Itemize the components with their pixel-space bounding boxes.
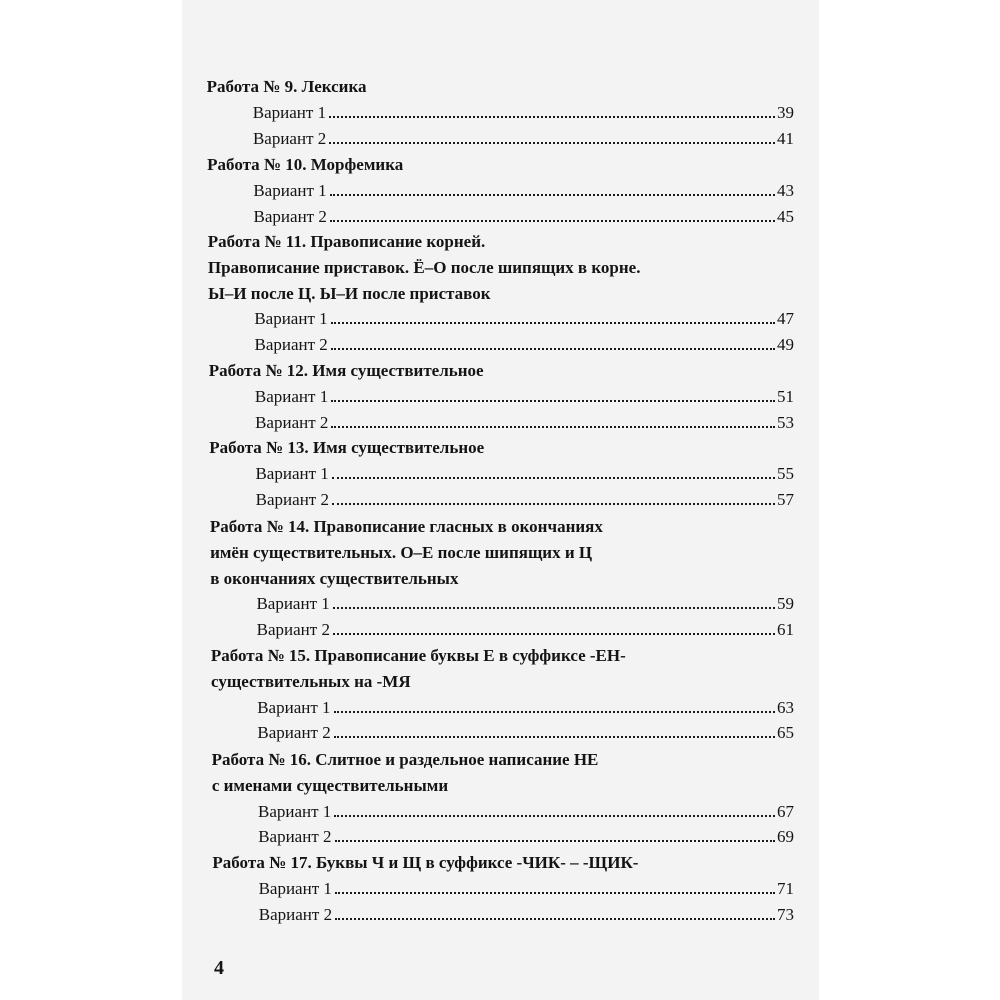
entry-title-line: Работа № 11. Правописание корней.	[207, 232, 486, 251]
entry-title-line: Работа № 16. Слитное и раздельное написание НЕ	[211, 750, 599, 769]
variant-page-number: 63	[776, 697, 794, 717]
variant-label: Вариант 2	[257, 723, 331, 743]
dot-leader	[330, 194, 775, 196]
entry-title-line: имён существительных. О–Е после шипящих и Ц	[210, 542, 593, 562]
dot-leader	[333, 633, 775, 635]
dot-leader	[331, 348, 775, 350]
variant-page-number: 45	[776, 206, 794, 226]
dot-leader	[332, 477, 775, 479]
dot-leader	[333, 607, 775, 609]
dot-leader	[331, 426, 775, 428]
toc-variant-row[interactable]	[255, 335, 794, 355]
variant-label: Вариант 1	[258, 801, 332, 821]
entry-title-line: Ы–И после Ц. Ы–И после приставок	[208, 283, 491, 303]
variant-label: Вариант 2	[255, 412, 329, 432]
variant-label: Вариант 1	[256, 594, 330, 614]
variant-label: Вариант 2	[252, 128, 327, 148]
variant-label: Вариант 1	[254, 309, 328, 329]
toc-variant-row[interactable]	[258, 827, 794, 847]
entry-title-line: Правописание приставок. Ё–О после шипящих в корне.	[207, 257, 641, 277]
dot-leader	[331, 322, 775, 324]
dot-leader	[331, 400, 775, 402]
toc-variant-row[interactable]	[255, 413, 794, 433]
book-page	[182, 0, 819, 1000]
entry-title-line: в окончаниях существительных	[210, 568, 459, 588]
entry-title-line: Работа № 12. Имя существительное	[208, 361, 484, 380]
variant-page-number: 43	[776, 180, 794, 200]
dot-leader	[335, 840, 775, 842]
variant-label: Вариант 1	[258, 878, 332, 898]
dot-leader	[335, 892, 775, 894]
variant-label: Вариант 2	[258, 827, 332, 847]
entry-title-line: Работа № 10. Морфемика	[207, 155, 404, 174]
table-of-contents	[182, 0, 819, 1000]
variant-page-number: 55	[776, 463, 794, 483]
variant-label: Вариант 2	[253, 206, 327, 226]
variant-page-number: 71	[776, 878, 794, 898]
toc-variant-row[interactable]	[254, 207, 794, 227]
entry-title-line: Работа № 17. Буквы Ч и Щ в суффиксе -ЧИК- – -ЩИК-	[212, 853, 639, 872]
entry-title-line: Работа № 9. Лексика	[206, 77, 367, 96]
variant-label: Вариант 2	[256, 620, 330, 640]
variant-label: Вариант 1	[252, 102, 327, 122]
variant-page-number: 49	[776, 335, 794, 355]
variant-page-number: 69	[776, 827, 794, 847]
variant-label: Вариант 1	[253, 180, 327, 200]
dot-leader	[334, 815, 775, 817]
variant-label: Вариант 2	[255, 489, 329, 509]
variant-page-number: 67	[776, 801, 794, 821]
dot-leader	[335, 918, 775, 920]
toc-variant-row[interactable]	[258, 802, 794, 822]
dot-leader	[329, 142, 775, 144]
toc-variant-row[interactable]	[257, 698, 794, 718]
variant-page-number: 73	[776, 904, 794, 924]
toc-variant-row[interactable]	[256, 490, 794, 510]
variant-page-number: 59	[776, 594, 794, 614]
variant-label: Вариант 2	[254, 335, 328, 355]
dot-leader	[329, 116, 775, 118]
variant-page-number: 47	[776, 309, 794, 329]
toc-variant-row[interactable]	[253, 103, 794, 123]
variant-page-number: 53	[776, 412, 794, 432]
variant-page-number: 39	[776, 102, 794, 122]
toc-variant-row[interactable]	[259, 879, 794, 899]
toc-variant-row[interactable]	[253, 181, 794, 201]
variant-page-number: 57	[776, 489, 794, 509]
variant-page-number: 41	[776, 128, 794, 148]
dot-leader	[334, 711, 775, 713]
dot-leader	[332, 503, 775, 505]
variant-label: Вариант 2	[258, 904, 333, 924]
toc-variant-row[interactable]	[253, 129, 794, 149]
variant-label: Вариант 1	[255, 463, 329, 483]
variant-label: Вариант 1	[254, 386, 329, 406]
entry-title-line: Работа № 13. Имя существительное	[209, 438, 485, 457]
dot-leader	[334, 736, 775, 738]
toc-variant-row[interactable]	[257, 620, 794, 640]
variant-page-number: 65	[776, 723, 794, 743]
page-number: 4	[214, 957, 224, 979]
variant-page-number: 61	[776, 620, 794, 640]
toc-variant-row[interactable]	[256, 594, 794, 614]
dot-leader	[330, 220, 775, 222]
entry-title-line: Работа № 15. Правописание буквы Е в суффиксе -ЕН-	[210, 646, 626, 665]
entry-title-line: существительных на -МЯ	[211, 671, 411, 691]
entry-title-line: Работа № 14. Правописание гласных в окончаниях	[209, 517, 603, 536]
toc-variant-row[interactable]	[254, 309, 794, 329]
variant-label: Вариант 1	[257, 697, 331, 717]
toc-variant-row[interactable]	[255, 464, 794, 484]
toc-variant-row[interactable]	[257, 723, 794, 743]
toc-variant-row[interactable]	[259, 905, 794, 925]
variant-page-number: 51	[776, 386, 794, 406]
entry-title-line: с именами существительными	[211, 775, 449, 795]
toc-variant-row[interactable]	[255, 387, 794, 407]
